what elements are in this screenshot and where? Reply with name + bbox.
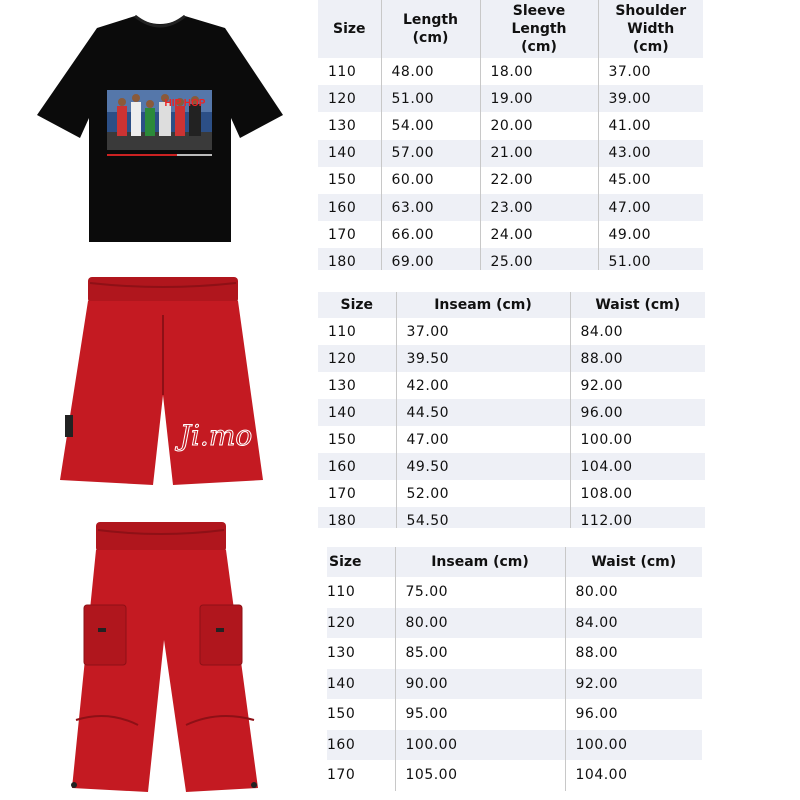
shorts-image — [48, 275, 278, 490]
table-row — [318, 318, 705, 345]
table-cell: 45.00 — [598, 167, 703, 194]
table-header-row — [318, 0, 703, 58]
table-cell: 180 — [318, 248, 381, 270]
table-cell: 44.50 — [396, 399, 570, 426]
column-header: Size — [327, 547, 395, 577]
shorts-logo-text: Ji.mo — [179, 419, 253, 452]
cargo-pants-image — [68, 520, 268, 800]
table-cell: 170 — [318, 480, 396, 507]
table-cell: 130 — [318, 372, 396, 399]
table-cell: 47.00 — [396, 426, 570, 453]
table-row — [318, 507, 705, 528]
table-cell: 23.00 — [480, 194, 598, 221]
table-cell: 88.00 — [570, 345, 705, 372]
column-header: Inseam (cm) — [395, 547, 565, 577]
table-cell: 120 — [327, 608, 395, 639]
column-header: Size — [318, 0, 381, 58]
shorts-size-table — [318, 292, 705, 528]
table-cell: 88.00 — [565, 638, 702, 669]
table-cell: 22.00 — [480, 167, 598, 194]
table-row — [318, 399, 705, 426]
table-row — [327, 577, 702, 608]
table-row — [318, 372, 705, 399]
table-row — [327, 699, 702, 730]
table-cell: 150 — [318, 167, 381, 194]
table-row — [318, 426, 705, 453]
table-header-row — [318, 292, 705, 318]
table-cell: 18.00 — [480, 58, 598, 85]
column-header: Inseam (cm) — [396, 292, 570, 318]
column-header: Shoulder Width (cm) — [615, 3, 687, 55]
table-row — [327, 669, 702, 700]
table-row — [318, 248, 703, 270]
table-cell: 47.00 — [598, 194, 703, 221]
table-row — [318, 194, 703, 221]
table-cell: 49.50 — [396, 453, 570, 480]
pants-size-table — [327, 547, 702, 800]
table-cell: 140 — [327, 669, 395, 700]
table-cell: 130 — [327, 638, 395, 669]
table-cell: 20.00 — [480, 112, 598, 139]
table-cell: 104.00 — [570, 453, 705, 480]
table-cell: 92.00 — [565, 669, 702, 700]
table-cell: 80.00 — [395, 608, 565, 639]
table-cell: 96.00 — [565, 699, 702, 730]
table-row — [318, 85, 703, 112]
table-cell: 160 — [327, 730, 395, 761]
table-row — [318, 112, 703, 139]
table-cell: 66.00 — [381, 221, 480, 248]
table-header-row — [327, 547, 702, 577]
table-cell: 21.00 — [480, 140, 598, 167]
table-cell: 104.00 — [565, 760, 702, 791]
table-cell: 110 — [318, 318, 396, 345]
table-cell: 100.00 — [565, 730, 702, 761]
table-cell: 54.50 — [396, 507, 570, 528]
table-cell: 110 — [327, 577, 395, 608]
table-cell: 84.00 — [565, 608, 702, 639]
table-cell: 57.00 — [381, 140, 480, 167]
table-cell: 51.00 — [598, 248, 703, 270]
table-row — [327, 760, 702, 791]
column-header: Size — [318, 292, 396, 318]
table-row — [318, 167, 703, 194]
table-row — [318, 345, 705, 372]
column-header: Length (cm) — [381, 0, 480, 58]
table-cell: 150 — [318, 426, 396, 453]
table-cell: 37.00 — [598, 58, 703, 85]
table-row — [318, 453, 705, 480]
table-cell: 54.00 — [381, 112, 480, 139]
table-cell: 108.00 — [570, 480, 705, 507]
table-cell: 112.00 — [570, 507, 705, 528]
table-cell: 92.00 — [570, 372, 705, 399]
table-cell: 140 — [318, 140, 381, 167]
table-cell: 84.00 — [570, 318, 705, 345]
table-cell: 37.00 — [396, 318, 570, 345]
jimo-logo — [175, 419, 253, 452]
cargo-pants-illustration — [68, 520, 268, 800]
table-cell: 120 — [318, 345, 396, 372]
table-cell: 96.00 — [570, 399, 705, 426]
table-cell: 51.00 — [381, 85, 480, 112]
table-cell: 85.00 — [395, 638, 565, 669]
table-cell: 160 — [318, 194, 381, 221]
table-cell: 95.00 — [395, 699, 565, 730]
table-cell: 48.00 — [381, 58, 480, 85]
table-cell: 39.00 — [598, 85, 703, 112]
column-header: Sleeve Length (cm) — [480, 0, 598, 58]
table-cell: 24.00 — [480, 221, 598, 248]
tshirt-image — [35, 10, 285, 245]
column-header: Waist (cm) — [595, 297, 681, 313]
table-cell: 41.00 — [598, 112, 703, 139]
table-cell: 42.00 — [396, 372, 570, 399]
table-cell: 170 — [327, 760, 395, 791]
table-cell: 130 — [318, 112, 381, 139]
table-row — [327, 730, 702, 761]
table-cell: 170 — [318, 221, 381, 248]
shorts-illustration — [48, 275, 278, 490]
table-row — [318, 221, 703, 248]
table-cell: 110 — [318, 58, 381, 85]
table-cell: 160 — [318, 453, 396, 480]
table-cell: 52.00 — [396, 480, 570, 507]
table-row — [318, 480, 705, 507]
table-cell: 39.50 — [396, 345, 570, 372]
hip-hop-graphic — [107, 90, 212, 156]
table-cell: 180 — [318, 507, 396, 528]
table-cell: 120 — [318, 85, 381, 112]
table-row — [327, 638, 702, 669]
tshirt-illustration — [35, 10, 285, 245]
table-cell: 19.00 — [480, 85, 598, 112]
table-cell: 140 — [318, 399, 396, 426]
table-row — [318, 58, 703, 85]
table-cell: 100.00 — [395, 730, 565, 761]
table-cell: 100.00 — [570, 426, 705, 453]
table-cell: 105.00 — [395, 760, 565, 791]
tshirt-size-table — [318, 0, 703, 270]
table-row — [318, 140, 703, 167]
table-cell: 69.00 — [381, 248, 480, 270]
column-header: Waist (cm) — [591, 554, 677, 570]
table-cell: 150 — [327, 699, 395, 730]
table-row — [327, 608, 702, 639]
table-cell: 43.00 — [598, 140, 703, 167]
table-cell: 25.00 — [480, 248, 598, 270]
table-cell: 90.00 — [395, 669, 565, 700]
table-cell: 49.00 — [598, 221, 703, 248]
table-cell: 63.00 — [381, 194, 480, 221]
table-cell: 60.00 — [381, 167, 480, 194]
table-cell: 80.00 — [565, 577, 702, 608]
table-cell: 75.00 — [395, 577, 565, 608]
hip-hop-text: HIP HOP — [164, 98, 206, 109]
